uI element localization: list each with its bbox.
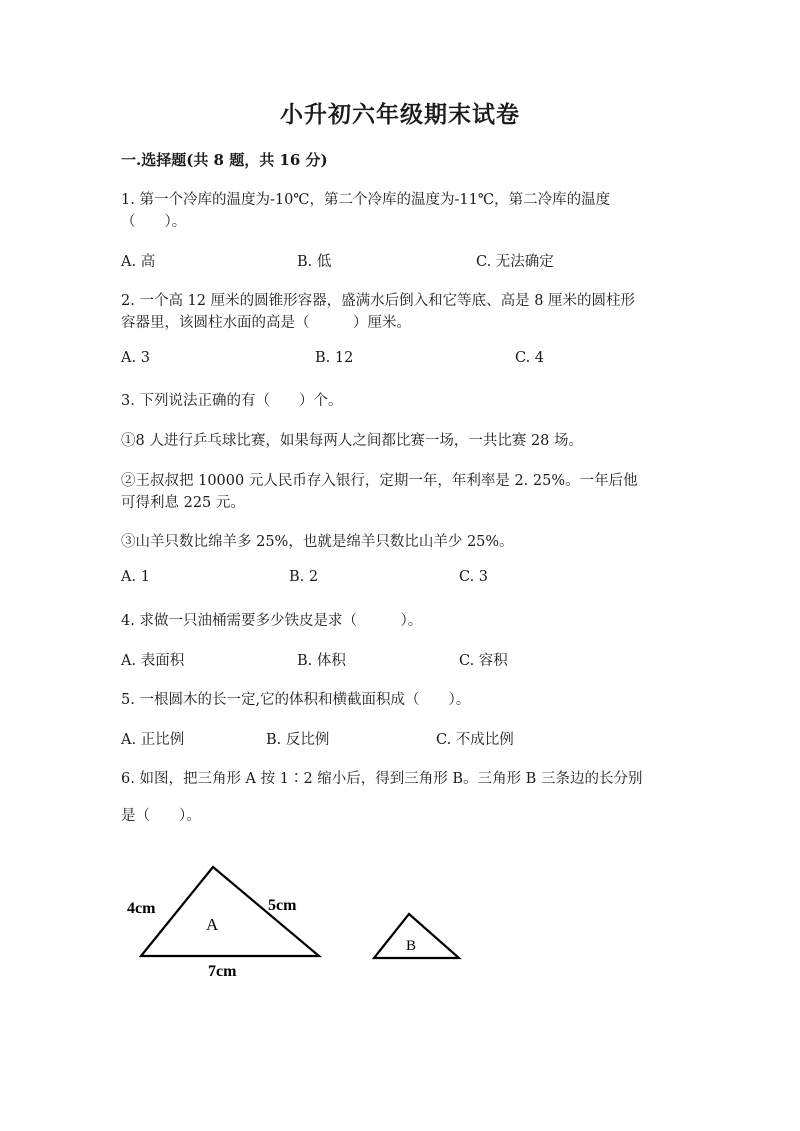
question-2-option-a: A. 3 <box>121 350 150 366</box>
section-heading: 一.选择题(共 8 题，共 16 分) <box>121 151 328 169</box>
question-6-text: 6. 如图，把三角形 A 按 1∶2 缩小后，得到三角形 B。三角形 B 三条边的长分别 <box>121 771 643 787</box>
triangle-b-label: B <box>406 938 417 954</box>
question-2-option-c: C. 4 <box>515 350 545 366</box>
question-5-text: 5. 一根圆木的长一定,它的体积和横截面积成（ ）。 <box>121 692 471 708</box>
question-2-text-continued: 容器里，该圆柱水面的高是（ ）厘米。 <box>121 315 411 331</box>
question-3-statement-3: ③山羊只数比绵羊多 25%，也就是绵羊只数比山羊少 25%。 <box>121 534 514 550</box>
question-1-option-b: B. 低 <box>297 254 332 270</box>
question-4-option-c: C. 容积 <box>459 653 508 669</box>
question-3-statement-1: ①8 人进行乒乓球比赛，如果每两人之间都比赛一场，一共比赛 28 场。 <box>121 433 584 449</box>
question-3-option-c: C. 3 <box>459 569 489 585</box>
question-5-option-c: C. 不成比例 <box>436 732 514 748</box>
question-2-text: 2. 一个高 12 厘米的圆锥形容器，盛满水后倒入和它等底、高是 8 厘米的圆柱形 <box>121 293 636 309</box>
question-3-statement-2: ②王叔叔把 10000 元人民币存入银行，定期一年，年利率是 2. 25%。一年后他 <box>121 473 638 489</box>
question-3-option-a: A. 1 <box>121 569 150 585</box>
bottom-side-length-label: 7cm <box>208 963 237 980</box>
question-4-text: 4. 求做一只油桶需要多少铁皮是求（ ）。 <box>121 613 423 629</box>
question-1-text: 1. 第一个冷库的温度为-10℃，第二个冷库的温度为-11℃，第二冷库的温度 <box>121 192 611 208</box>
question-4-option-a: A. 表面积 <box>121 653 185 669</box>
page-title: 小升初六年级期末试卷 <box>280 101 520 128</box>
question-1-blank: （ ）。 <box>121 214 187 230</box>
question-2-option-b: B. 12 <box>315 350 354 366</box>
question-3-statement-2-continued: 可得利息 225 元。 <box>121 495 245 511</box>
left-side-length-label: 4cm <box>127 900 156 917</box>
question-1-option-c: C. 无法确定 <box>476 254 554 270</box>
triangle-b-shape <box>374 914 459 958</box>
question-5-option-b: B. 反比例 <box>266 732 330 748</box>
triangle-a-label: A <box>206 915 219 934</box>
question-4-option-b: B. 体积 <box>297 653 346 669</box>
right-side-length-label: 5cm <box>268 897 297 914</box>
question-6-text-continued: 是（ ）。 <box>121 808 201 824</box>
question-5-option-a: A. 正比例 <box>121 732 185 748</box>
question-3-option-b: B. 2 <box>289 569 319 585</box>
question-3-text: 3. 下列说法正确的有（ ）个。 <box>121 393 343 409</box>
question-1-option-a: A. 高 <box>121 254 156 270</box>
